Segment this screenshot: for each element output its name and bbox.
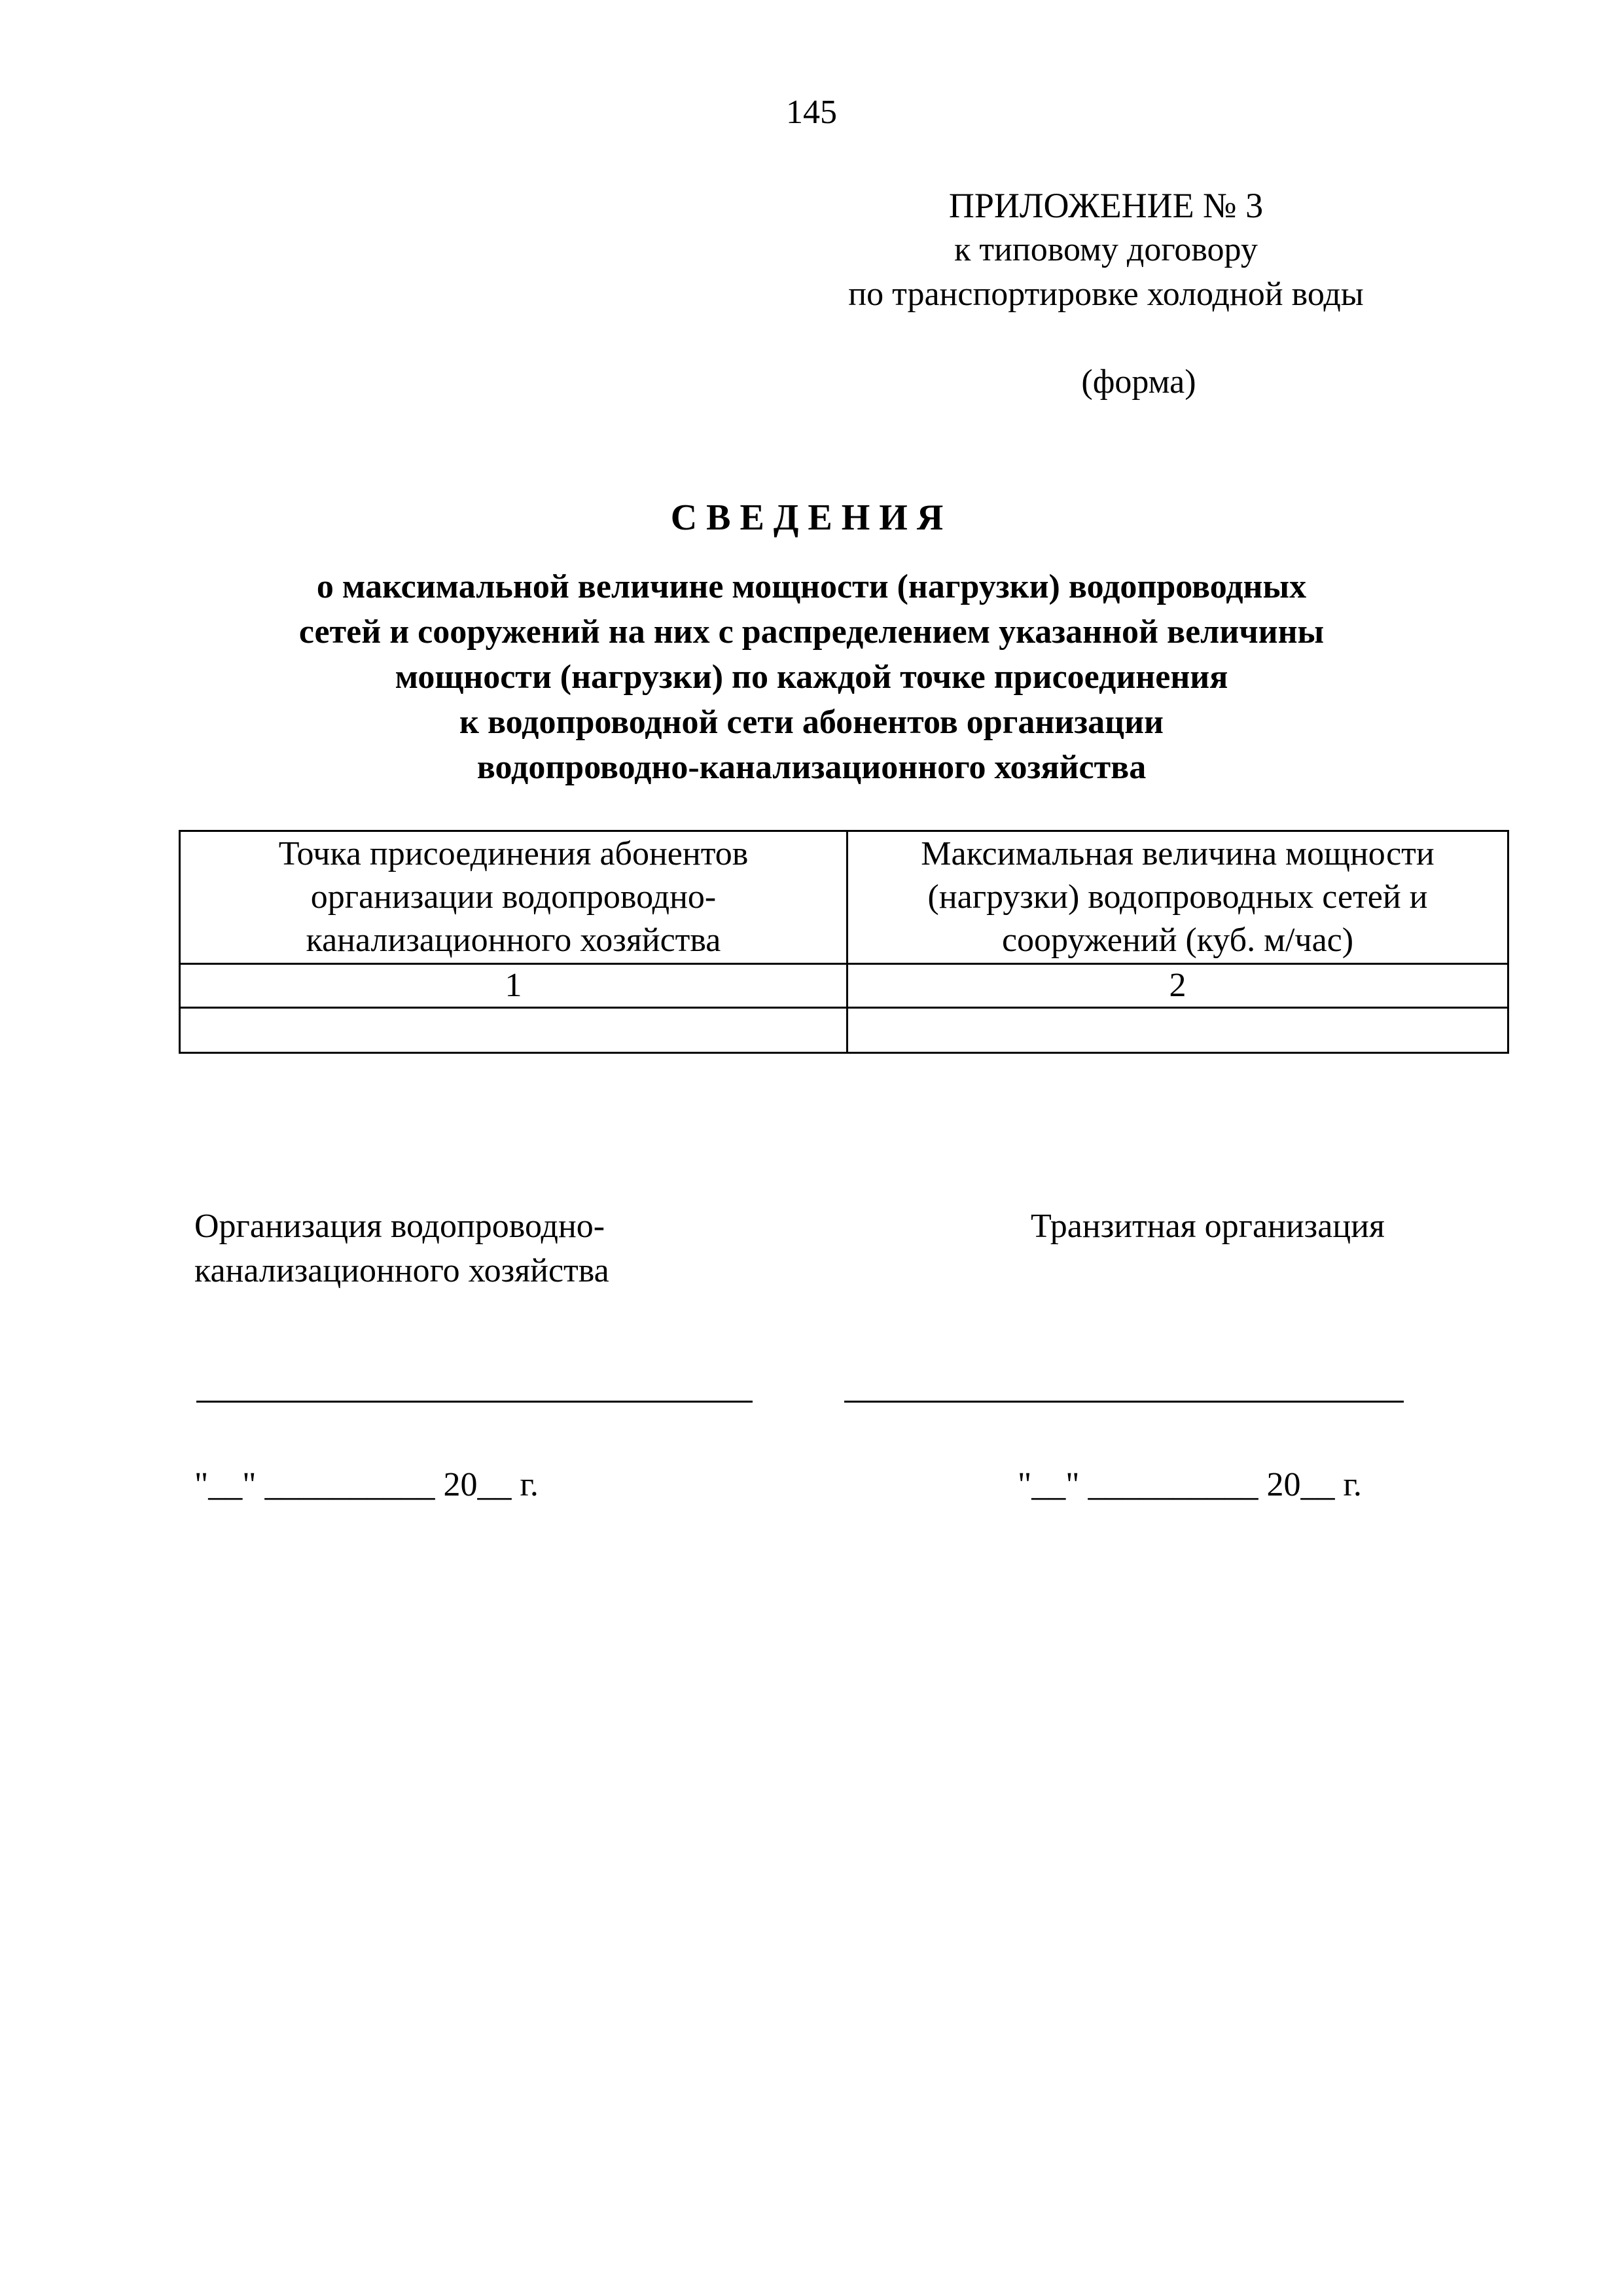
form-label: (форма) xyxy=(1081,363,1196,401)
document-subheading xyxy=(131,564,1492,790)
appendix-line-3: по транспортировке холодной воды xyxy=(848,276,1364,313)
left-date-field: "__" __________ 20__ г. xyxy=(194,1466,539,1503)
subheading-line: о максимальной величине мощности (нагрузки) водопроводных xyxy=(316,568,1307,605)
header-connection-point: Точка присоединения абонентов организации водопроводно-канализационного хозяйства xyxy=(180,831,847,964)
appendix-block xyxy=(772,183,1440,317)
left-signature-line xyxy=(196,1401,753,1403)
subheading-line: мощности (нагрузки) по каждой точке присоединения xyxy=(395,658,1228,696)
left-organization-line: канализационного хозяйства xyxy=(194,1252,609,1289)
table-cell xyxy=(847,1008,1508,1053)
subheading-line: сетей и сооружений на них с распределением указанной величины xyxy=(298,613,1325,651)
column-number-1: 1 xyxy=(180,964,847,1008)
column-number-2: 2 xyxy=(847,964,1508,1008)
right-organization-label: Транзитная организация xyxy=(1031,1208,1385,1245)
appendix-title: ПРИЛОЖЕНИЕ № 3 xyxy=(948,186,1264,225)
subheading-line: водопроводно-канализационного хозяйства xyxy=(476,749,1147,786)
left-organization-line: Организация водопроводно- xyxy=(194,1208,605,1245)
capacity-table xyxy=(179,830,1509,1054)
table-cell xyxy=(180,1008,847,1053)
left-organization-label xyxy=(194,1204,783,1293)
right-date-field: "__" __________ 20__ г. xyxy=(1018,1466,1362,1503)
header-max-capacity: Максимальная величина мощности (нагрузки) водопроводных сетей и сооружений (куб. м/час) xyxy=(847,831,1508,964)
appendix-line-2: к типовому договору xyxy=(954,231,1258,268)
table-row xyxy=(180,1008,1508,1053)
document-heading: СВЕДЕНИЯ xyxy=(670,497,953,538)
table-column-number-row xyxy=(180,964,1508,1008)
subheading-line: к водопроводной сети абонентов организации xyxy=(459,704,1164,741)
table-header-row xyxy=(180,831,1508,964)
right-signature-line xyxy=(844,1401,1404,1403)
page-number: 145 xyxy=(786,94,837,131)
